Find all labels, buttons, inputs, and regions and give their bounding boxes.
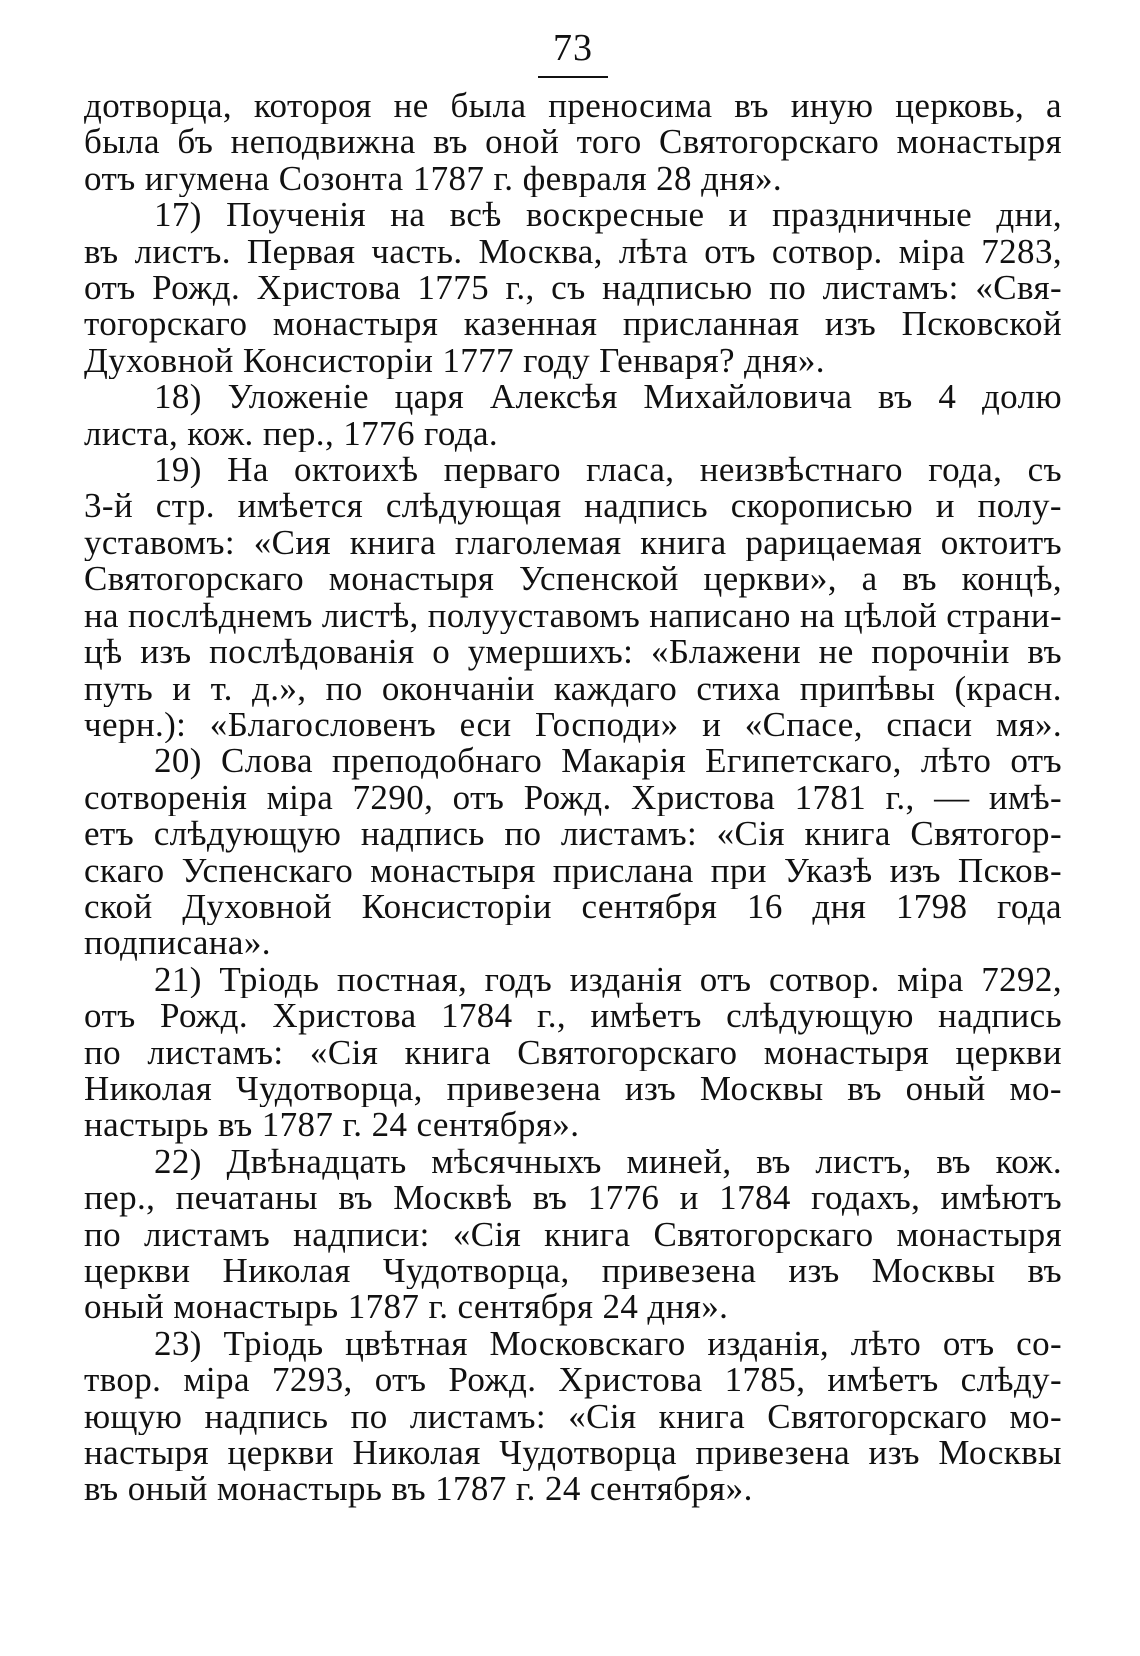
text-line: подписана». — [84, 925, 271, 962]
text-line: етъ слѣдующую надпись по листамъ: «Сія книга Святогор- — [84, 816, 1062, 853]
text-line: отъ Рожд. Христова 1784 г., имѣетъ слѣдующую надпись — [84, 998, 1062, 1035]
text-line: настырь въ 1787 г. 24 сентября». — [84, 1107, 580, 1144]
text-line: ской Духовной Консисторіи сентября 16 дня 1798 года — [84, 888, 1062, 926]
text-line: была бъ неподвижна въ оной того Святогорскаго монастыря — [84, 124, 1062, 161]
text-line: 19) На октоихѣ перваго гласа, неизвѣстнаго года, съ — [154, 452, 1062, 489]
text-line: ющую надпись по листамъ: «Сія книга Святогорскаго мо- — [84, 1398, 1062, 1436]
text-line: твор. міра 7293, отъ Рожд. Христова 1785, имѣетъ слѣду- — [84, 1362, 1062, 1399]
text-line: 18) Уложеніе царя Алексѣя Михайловича въ 4 долю — [154, 379, 1062, 416]
text-line: путь и т. д.», по окончаніи каждаго стиха припѣвы (красн. — [84, 670, 1062, 707]
body-text — [84, 88, 1062, 1508]
text-line: на послѣднемъ листѣ, полууставомъ написано на цѣлой страни- — [84, 597, 1062, 635]
text-line: черн.): «Благословенъ еси Господи» и «Спасе, спаси мя». — [84, 706, 1062, 744]
text-line: листа, кож. пер., 1776 года. — [84, 415, 499, 453]
text-line: Духовной Консисторіи 1777 году Генваря? дня». — [84, 342, 825, 380]
text-line: въ листъ. Первая часть. Москва, лѣта отъ сотвор. міра 7283, — [84, 233, 1062, 271]
text-line: уставомъ: «Сия книга глаголемая книга рарицаемая октоитъ — [84, 524, 1062, 562]
text-line: въ оный монастырь въ 1787 г. 24 сентября». — [84, 1471, 753, 1508]
text-line: Николая Чудотворца, привезена изъ Москвы въ оный мо- — [84, 1070, 1062, 1108]
text-line: 17) Поученія на всѣ воскресные и праздничные дни, — [154, 197, 1062, 234]
text-line: сотворенія міра 7290, отъ Рожд. Христова 1781 г., — имѣ- — [84, 779, 1062, 817]
text-line: оный монастырь 1787 г. сентября 24 дня». — [84, 1289, 729, 1326]
text-line: пер., печатаны въ Москвѣ въ 1776 и 1784 годахъ, имѣютъ — [84, 1180, 1062, 1217]
text-line: отъ Рожд. Христова 1775 г., съ надписью по листамъ: «Свя- — [84, 270, 1062, 307]
text-line: дотворца, котороя не была преносима въ иную церковь, а — [84, 88, 1062, 125]
text-line: скаго Успенскаго монастыря прислана при Указѣ изъ Псков- — [84, 852, 1062, 889]
text-line: 22) Двѣнадцать мѣсячныхъ миней, въ листъ, въ кож. — [154, 1143, 1062, 1181]
page-number: 73 — [538, 26, 608, 78]
text-line: 21) Тріодь постная, годъ изданія отъ сотвор. міра 7292, — [154, 961, 1062, 999]
text-line: цѣ изъ послѣдованія о умершихъ: «Блажени не порочніи въ — [84, 634, 1062, 671]
book-page — [84, 26, 1062, 1508]
text-line: Святогорскаго монастыря Успенской церкви», а въ концѣ, — [84, 561, 1062, 598]
text-line: отъ игумена Созонта 1787 г. февраля 28 дня». — [84, 160, 782, 198]
text-line: 3-й стр. имѣется слѣдующая надпись скорописью и полу- — [84, 488, 1062, 525]
text-line: по листамъ: «Сія книга Святогорскаго монастыря церкви — [84, 1034, 1062, 1071]
text-line: настыря церкви Николая Чудотворца привезена изъ Москвы — [84, 1435, 1062, 1472]
text-line: церкви Николая Чудотворца, привезена изъ Москвы въ — [84, 1253, 1062, 1290]
text-line: по листамъ надписи: «Сія книга Святогорскаго монастыря — [84, 1216, 1062, 1253]
text-line: 23) Тріодь цвѣтная Московскаго изданія, лѣто отъ со- — [154, 1325, 1062, 1363]
text-line: тогорскаго монастыря казенная присланная изъ Псковской — [84, 306, 1062, 343]
text-line: 20) Слова преподобнаго Макарія Египетскаго, лѣто отъ — [154, 743, 1062, 780]
